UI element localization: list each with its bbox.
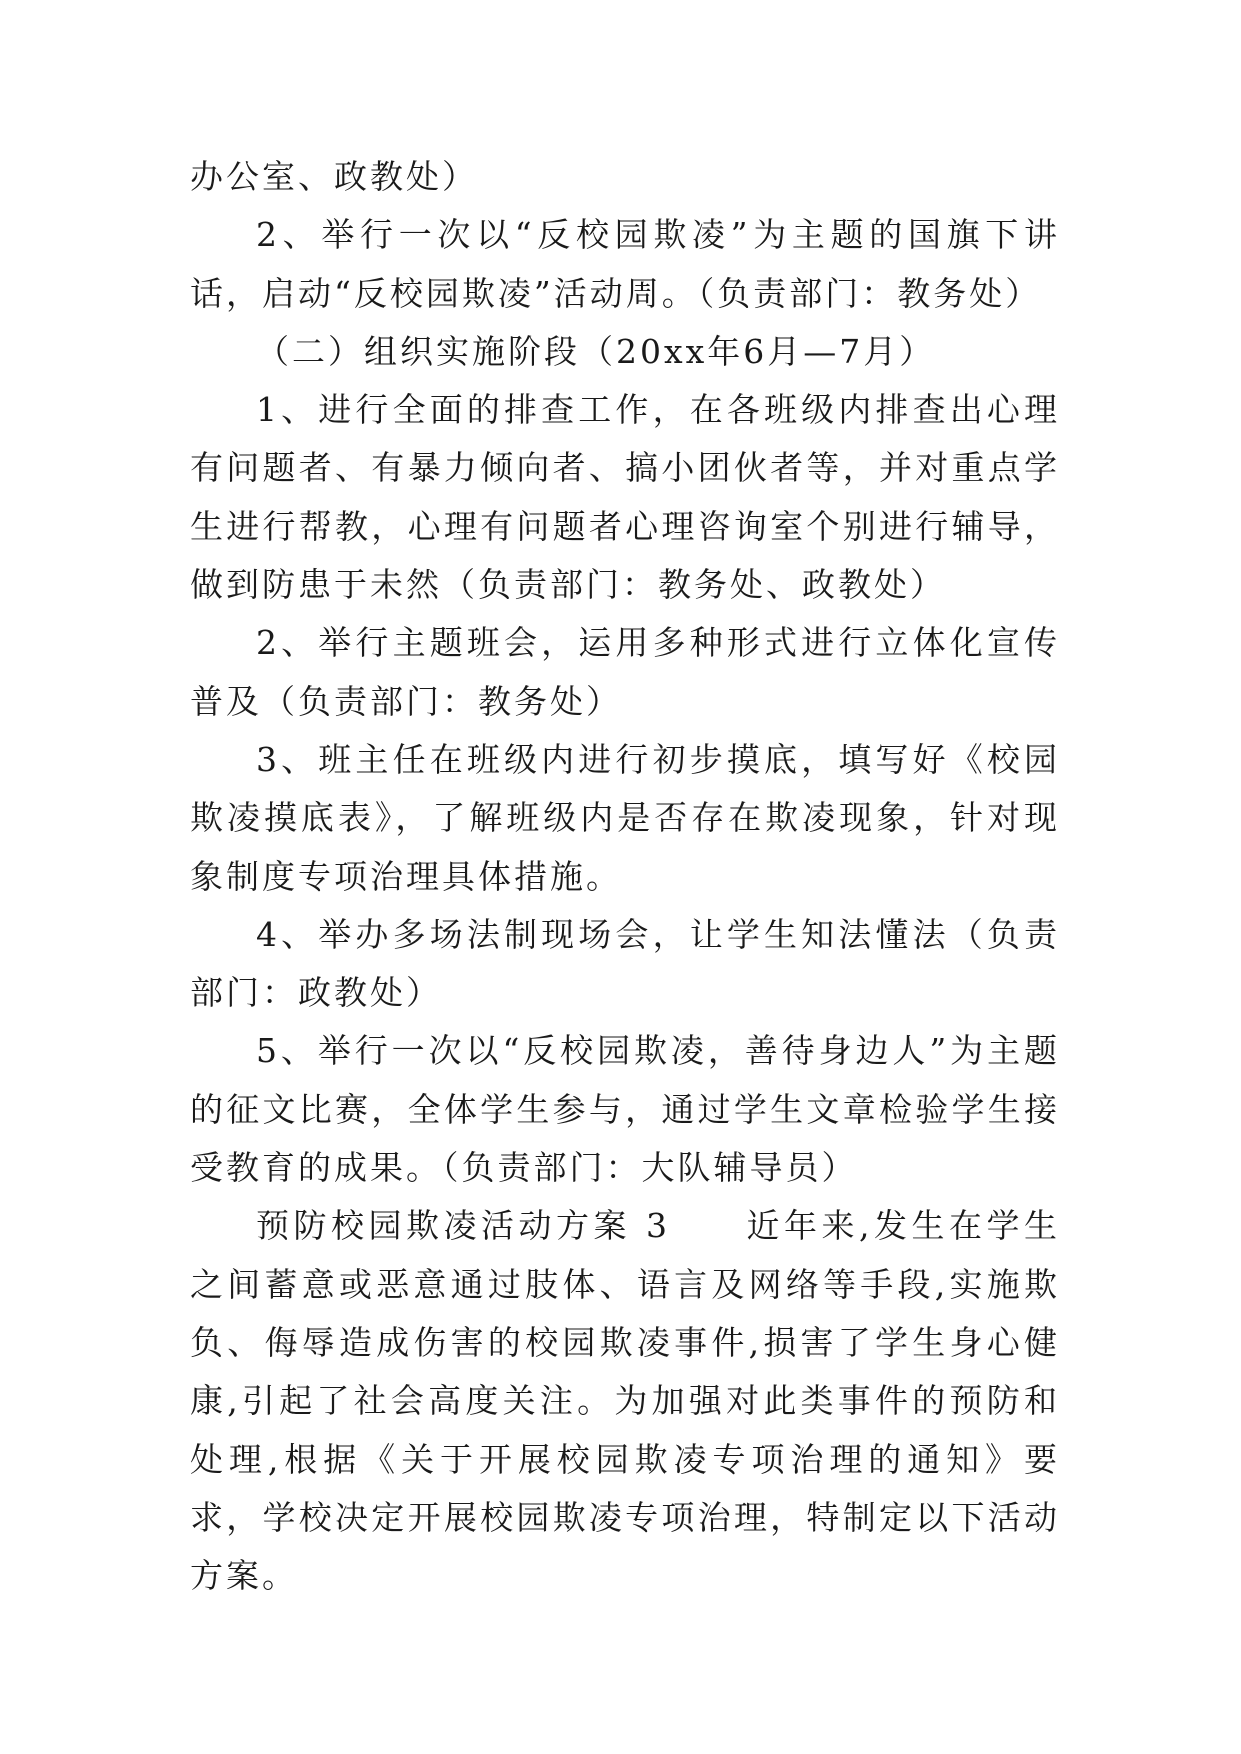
- paragraph-plan-3-intro: 预防校园欺凌活动方案 3 近年来,发生在学生之间蓄意或恶意通过肢体、语言及网络等手段,实施欺负、侮辱造成伤害的校园欺凌事件,损害了学生身心健康,引起了社会高度关注。为加强对此类事件的预防和处理,根据《关于开展校园欺凌专项治理的通知》要求，学校决定开展校园欺凌专项治理，特制定以下活动方案。: [190, 1206, 1060, 1596]
- section-heading-implementation: （二）组织实施阶段（20xx年6月—7月）: [256, 331, 936, 371]
- paragraph-survey: 3、班主任在班级内进行初步摸底，填写好《校园欺凌摸底表》，了解班级内是否存在欺凌现象，针对现象制度专项治理具体措施。: [190, 739, 1060, 896]
- paragraph-essay-contest: 5、举行一次以“反校园欺凌，善待身边人”为主题的征文比赛，全体学生参与，通过学生文章检验学生接受教育的成果。（负责部门：大队辅导员）: [190, 1031, 1060, 1188]
- document-page: [190, 148, 1060, 1605]
- paragraph-continuation: 办公室、政教处）: [190, 157, 478, 196]
- paragraph-legal-meeting: 4、举办多场法制现场会，让学生知法懂法（负责部门：政教处）: [190, 914, 1060, 1013]
- paragraph-flag-speech: 2、举行一次以“反校园欺凌”为主题的国旗下讲话，启动“反校园欺凌”活动周。（负责部门：教务处）: [190, 215, 1060, 313]
- paragraph-class-meeting: 2、举行主题班会，运用多种形式进行立体化宣传普及（负责部门：教务处）: [190, 623, 1060, 721]
- paragraph-screening: 1、进行全面的排查工作，在各班级内排查出心理有问题者、有暴力倾向者、搞小团伙者等，并对重点学生进行帮教，心理有问题者心理咨询室个别进行辅导，做到防患于未然（负责部门：教务处、政教处）: [190, 390, 1060, 605]
